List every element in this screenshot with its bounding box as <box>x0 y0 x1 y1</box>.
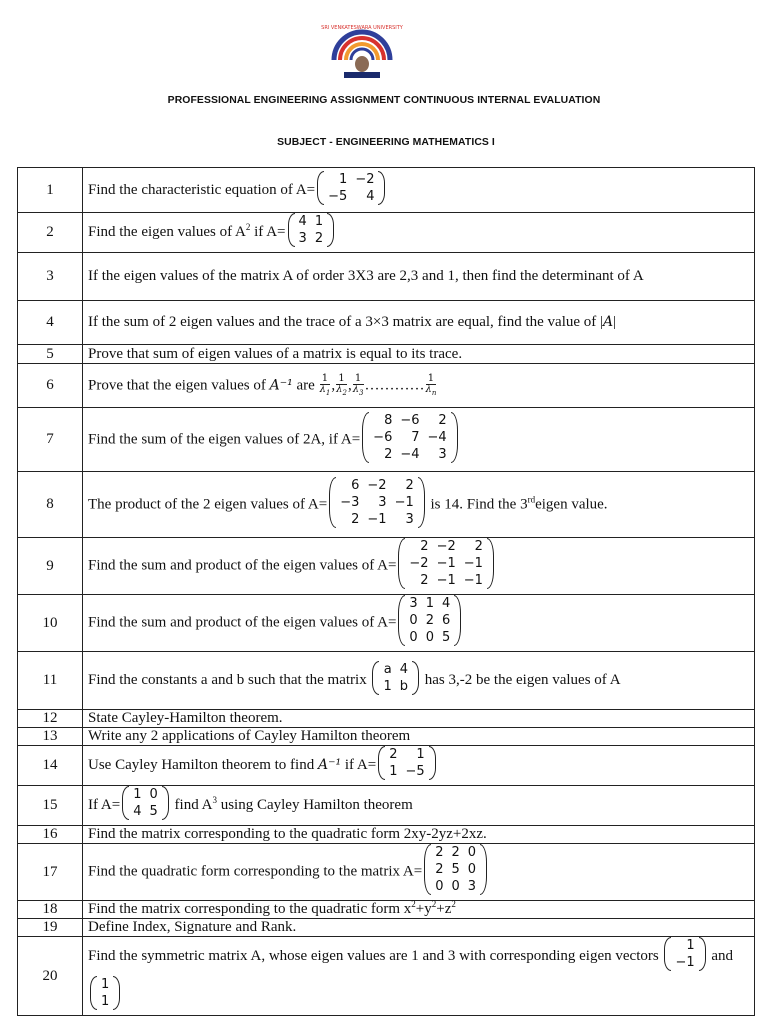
question-row <box>18 728 755 746</box>
question-text <box>83 168 755 213</box>
question-text-segment: has 3,-2 be the eigen values of A <box>421 671 621 688</box>
question-text-segment: Write any 2 applications of Cayley Hamilton theorem <box>88 728 411 744</box>
question-text-segment: State Cayley-Hamilton theorem. <box>88 710 283 726</box>
question-number: 8 <box>18 472 83 538</box>
question-number: 18 <box>18 901 83 919</box>
matrix-entry: 2 <box>438 412 447 428</box>
question-text-segment: ………… <box>364 376 425 393</box>
fraction <box>426 374 437 398</box>
matrix-entry: 1 <box>339 171 348 187</box>
fraction-numerator: 1 <box>336 374 347 385</box>
fraction-subscript: 1 <box>325 388 331 397</box>
question-text-segment: and <box>707 947 734 964</box>
question-row <box>18 786 755 826</box>
matrix-entry: 2 <box>435 845 444 860</box>
matrix-entry: −5 <box>405 764 425 779</box>
question-row <box>18 408 755 472</box>
matrix-entry: −1 <box>394 494 414 510</box>
fraction-numerator: 1 <box>320 374 331 385</box>
question-text-segment: using Cayley Hamilton theorem <box>216 796 413 813</box>
question-text-segment: are <box>292 376 319 393</box>
matrix-entry: 3 <box>467 879 477 894</box>
fraction-numerator: 1 <box>353 374 364 385</box>
question-text <box>83 826 755 844</box>
right-paren <box>487 538 494 589</box>
matrix-entry: 3 <box>405 511 414 527</box>
question-number: 6 <box>18 364 83 408</box>
matrix-entry: −2 <box>436 539 456 554</box>
matrix-entry: −1 <box>436 556 456 571</box>
question-text <box>83 746 755 786</box>
matrix-entry: −4 <box>400 446 420 462</box>
left-paren <box>317 171 324 205</box>
question-text <box>83 595 755 652</box>
matrix-entry: 2 <box>384 446 393 462</box>
question-text <box>83 652 755 710</box>
question-text-segment: Find the quadratic form corresponding to the matrix A= <box>88 863 423 880</box>
fraction-numerator: 1 <box>426 374 437 385</box>
question-text-segment: Find the matrix corresponding to the quadratic form 2xy-2yz+2xz. <box>88 826 487 842</box>
question-text-segment: +z <box>436 901 452 917</box>
matrix-entry: 0 <box>435 879 444 894</box>
right-paren <box>418 477 425 528</box>
matrix-entry: 3 <box>438 446 447 462</box>
matrix-entry: 1 <box>686 938 695 953</box>
question-text-segment: Define Index, Signature and Rank. <box>88 919 297 935</box>
math-symbol: A⁻¹ <box>269 376 293 393</box>
fraction-subscript: 3 <box>359 388 364 397</box>
question-row <box>18 301 755 345</box>
superscript: rd <box>527 493 536 504</box>
lambda-symbol: λ <box>352 383 360 395</box>
matrix-entry: b <box>399 679 409 694</box>
matrix-entry: 6 <box>351 477 360 493</box>
question-text-segment: Find the sum of the eigen values of 2A, if A= <box>88 430 361 447</box>
question-row <box>18 652 755 710</box>
fraction-denominator <box>426 385 437 398</box>
question-row <box>18 472 755 538</box>
question-text-segment: If the sum of 2 eigen values and the trace of a 3×3 matrix are equal, find the value of | <box>88 314 604 330</box>
question-text-segment: if A= <box>341 756 377 773</box>
matrix-entry: 3 <box>298 231 307 246</box>
question-text-segment: | <box>613 314 617 330</box>
matrix-entry: −5 <box>328 188 348 204</box>
fraction-denominator <box>353 385 364 398</box>
question-number: 3 <box>18 253 83 301</box>
question-text <box>83 301 755 345</box>
matrix-entry: 4 <box>298 214 307 229</box>
matrix-entry: 4 <box>133 804 142 819</box>
question-text <box>83 472 755 538</box>
question-text <box>83 728 755 746</box>
question-text-segment: is 14. Find the 3 <box>426 495 528 512</box>
math-symbol: A <box>603 314 614 330</box>
question-row <box>18 595 755 652</box>
question-row <box>18 746 755 786</box>
math-symbol: A⁻¹ <box>317 756 342 773</box>
matrix-entry: 1 <box>425 596 434 611</box>
right-paren <box>480 844 487 895</box>
matrix-entry: 8 <box>384 412 393 428</box>
matrix-entry: 0 <box>409 613 418 628</box>
matrix <box>90 976 120 1015</box>
fraction <box>320 374 331 398</box>
logo-text: SRI VENKATESWARA UNIVERSITY <box>321 25 403 31</box>
question-text-segment: Prove that the eigen values of <box>88 376 270 393</box>
question-row <box>18 168 755 213</box>
question-row <box>18 364 755 408</box>
document-title: PROFESSIONAL ENGINEERING ASSIGNMENT CONTINUOUS INTERNAL EVALUATION <box>167 95 601 106</box>
matrix-entry: 6 <box>441 613 451 628</box>
question-row <box>18 901 755 919</box>
matrix <box>329 477 425 533</box>
question-number: 7 <box>18 408 83 472</box>
matrix-entry: 2 <box>314 231 324 246</box>
question-number: 16 <box>18 826 83 844</box>
right-paren <box>451 412 458 463</box>
matrix <box>424 844 487 900</box>
right-paren <box>412 661 419 695</box>
matrix-entry: 2 <box>405 477 414 493</box>
question-text-segment: , <box>347 376 352 393</box>
left-paren <box>398 595 405 646</box>
right-paren <box>378 171 385 205</box>
question-row <box>18 253 755 301</box>
matrix-entry: −3 <box>340 494 360 510</box>
matrix-entry: 2 <box>420 539 429 554</box>
subject-title: SUBJECT - ENGINEERING MATHEMATICS I <box>277 137 495 148</box>
matrix-entry: −2 <box>367 477 387 493</box>
question-text-segment: Find the sum and product of the eigen values of A= <box>88 614 397 631</box>
matrix-entry: 2 <box>474 539 483 554</box>
matrix-entry: 4 <box>399 662 409 677</box>
matrix-entry: 1 <box>389 764 398 779</box>
left-paren <box>664 937 671 971</box>
question-row <box>18 919 755 937</box>
matrix-entry: 7 <box>411 429 420 445</box>
question-number: 11 <box>18 652 83 710</box>
superscript: 2 <box>451 899 456 909</box>
question-number: 2 <box>18 213 83 253</box>
matrix-entry: −6 <box>373 429 393 445</box>
matrix-entry: 5 <box>451 862 460 877</box>
question-text-segment: eigen value. <box>535 495 608 512</box>
question-number: 14 <box>18 746 83 786</box>
fraction-denominator <box>320 385 331 398</box>
lambda-symbol: λ <box>319 383 326 395</box>
superscript: 2 <box>431 899 437 909</box>
question-text <box>83 937 755 1016</box>
question-number: 13 <box>18 728 83 746</box>
question-text-segment: Use Cayley Hamilton theorem to find <box>88 756 318 773</box>
left-paren <box>122 786 129 820</box>
question-text <box>83 844 755 901</box>
matrix-entry: 5 <box>441 630 451 645</box>
right-paren <box>113 976 120 1010</box>
matrix-entry: 3 <box>409 596 418 611</box>
question-row <box>18 538 755 595</box>
question-number: 17 <box>18 844 83 901</box>
lambda-symbol: λ <box>425 383 432 395</box>
question-text <box>83 901 755 919</box>
superscript: 2 <box>411 899 416 909</box>
question-text-segment: Find the eigen values of A <box>88 223 246 240</box>
question-text <box>83 710 755 728</box>
question-text-segment: Find the symmetric matrix A, whose eigen values are 1 and 3 with corresponding eigen vectors <box>88 947 663 964</box>
matrix <box>362 412 458 468</box>
question-row <box>18 213 755 253</box>
question-text-segment: If A= <box>88 796 121 813</box>
matrix-entry: 2 <box>389 747 398 762</box>
matrix-entry: −1 <box>436 573 456 588</box>
fraction-denominator <box>336 385 347 398</box>
matrix-entry: a <box>383 662 392 677</box>
question-text-segment: Find the matrix corresponding to the quadratic form x <box>88 901 412 917</box>
lambda-symbol: λ <box>336 383 343 395</box>
matrix-entry: 4 <box>366 188 375 204</box>
question-text-segment: Prove that sum of eigen values of a matrix is equal to its trace. <box>88 345 463 362</box>
left-paren <box>329 477 336 528</box>
question-number: 9 <box>18 538 83 595</box>
matrix <box>664 937 705 976</box>
question-text-segment: +y <box>415 901 432 917</box>
question-text <box>83 253 755 301</box>
question-text-segment: Find the characteristic equation of A= <box>88 181 316 198</box>
matrix-entry: −1 <box>463 556 483 571</box>
matrix-entry: −1 <box>367 511 387 527</box>
matrix-entry: 1 <box>416 747 425 762</box>
right-paren <box>699 937 706 971</box>
matrix-entry: 1 <box>314 214 324 229</box>
question-text-segment: , <box>331 376 336 393</box>
matrix-entry: 0 <box>467 845 477 860</box>
left-paren <box>398 538 405 589</box>
superscript: 3 <box>212 794 217 805</box>
matrix-entry: 0 <box>409 630 418 645</box>
left-paren <box>424 844 431 895</box>
questions-table <box>17 167 755 1016</box>
matrix-entry: 3 <box>378 494 387 510</box>
question-number: 15 <box>18 786 83 826</box>
question-text <box>83 538 755 595</box>
matrix <box>122 786 169 825</box>
matrix <box>288 213 335 252</box>
matrix-entry: 0 <box>451 879 460 894</box>
question-number: 1 <box>18 168 83 213</box>
superscript: 2 <box>245 221 251 232</box>
matrix-entry: 0 <box>149 787 158 802</box>
left-paren <box>90 976 97 1010</box>
question-text-segment: find A <box>170 796 213 813</box>
question-row <box>18 844 755 901</box>
question-number: 10 <box>18 595 83 652</box>
matrix-entry: −1 <box>463 573 483 588</box>
question-text <box>83 919 755 937</box>
matrix-entry: 0 <box>425 630 434 645</box>
matrix-entry: 1 <box>133 787 142 802</box>
question-row <box>18 345 755 364</box>
matrix-entry: 2 <box>351 511 360 527</box>
question-text <box>83 786 755 826</box>
right-paren <box>454 595 461 646</box>
question-text <box>83 364 755 408</box>
university-logo <box>321 20 403 82</box>
question-text <box>83 345 755 364</box>
matrix-entry: 1 <box>101 977 110 992</box>
question-text-segment: The product of the 2 eigen values of A= <box>88 495 328 512</box>
matrix-entry: 2 <box>420 573 429 588</box>
question-row <box>18 937 755 1016</box>
left-paren <box>378 746 385 780</box>
fraction-subscript: n <box>431 388 437 397</box>
matrix-entry: 0 <box>467 862 477 877</box>
fraction <box>336 374 347 398</box>
left-paren <box>362 412 369 463</box>
left-paren <box>372 661 379 695</box>
question-number: 4 <box>18 301 83 345</box>
question-row <box>18 710 755 728</box>
matrix-entry: −4 <box>427 429 447 445</box>
matrix-entry: 2 <box>425 613 434 628</box>
right-paren <box>429 746 436 780</box>
matrix-entry: 4 <box>441 596 451 611</box>
fraction <box>353 374 364 398</box>
matrix <box>398 538 494 594</box>
matrix <box>317 171 385 210</box>
question-text-segment: Find the sum and product of the eigen values of A= <box>88 557 397 574</box>
question-number: 12 <box>18 710 83 728</box>
question-number: 20 <box>18 937 83 1016</box>
matrix-entry: −2 <box>409 556 429 571</box>
matrix-entry: 5 <box>149 804 158 819</box>
question-text-segment: Find the constants a and b such that the matrix <box>88 671 371 688</box>
matrix-entry: 1 <box>101 994 110 1009</box>
matrix <box>398 595 461 651</box>
matrix-entry: −6 <box>400 412 420 428</box>
matrix <box>372 661 419 700</box>
matrix-entry: 1 <box>383 679 392 694</box>
matrix-entry: −2 <box>355 171 375 187</box>
question-text-segment: If the eigen values of the matrix A of order 3X3 are 2,3 and 1, then find the determinant of A <box>88 268 644 284</box>
question-number: 5 <box>18 345 83 364</box>
question-text-segment: if A= <box>250 223 286 240</box>
matrix <box>378 746 435 785</box>
right-paren <box>162 786 169 820</box>
matrix-entry: 2 <box>451 845 460 860</box>
matrix-entry: 2 <box>435 862 444 877</box>
left-paren <box>288 213 295 247</box>
question-number: 19 <box>18 919 83 937</box>
fraction-subscript: 2 <box>342 388 347 397</box>
matrix-entry: −1 <box>675 955 695 970</box>
question-text <box>83 213 755 253</box>
question-text <box>83 408 755 472</box>
question-row <box>18 826 755 844</box>
right-paren <box>327 213 334 247</box>
